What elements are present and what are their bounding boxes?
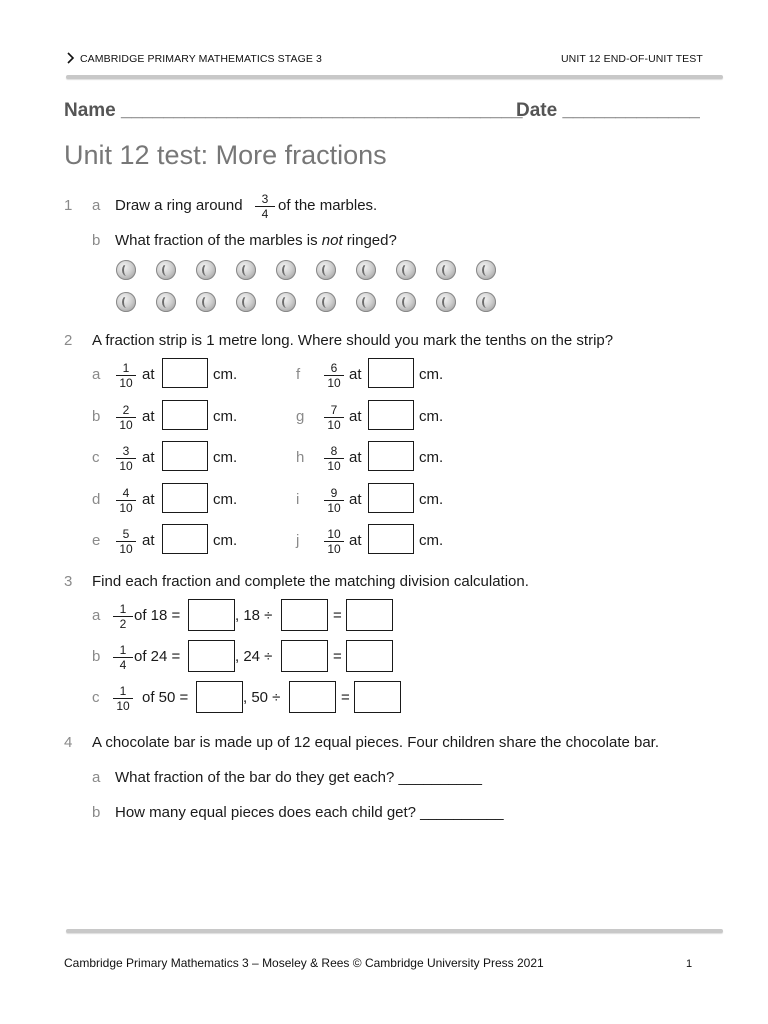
page-number: 1 (686, 958, 693, 970)
question-number-3: 3 (64, 573, 73, 590)
fraction-numerator: 10 (327, 527, 341, 541)
q2-item-label: h (296, 449, 305, 466)
q2-item-label: d (92, 490, 101, 508)
q2-item-label: a (92, 366, 101, 383)
q3-of-text: of 50 = (142, 689, 189, 706)
q2-unit-text: cm. (419, 366, 444, 383)
q1b-text (115, 232, 397, 249)
marble (396, 260, 416, 280)
marble (236, 260, 256, 280)
fraction-denominator: 10 (119, 500, 133, 515)
q3-answer-box-2[interactable] (281, 599, 328, 631)
fraction-denominator: 2 (119, 617, 127, 631)
q4b-label: b (92, 804, 101, 821)
q2-item-fraction (324, 362, 344, 389)
q2-answer-box[interactable] (162, 483, 208, 513)
marble (196, 292, 216, 312)
q1a-label: a (92, 197, 101, 214)
chevron-right-icon (67, 52, 75, 64)
fraction-numerator: 1 (122, 361, 130, 375)
q3-item-label: b (92, 648, 101, 665)
fraction-denominator: 10 (327, 417, 341, 432)
marble (276, 260, 296, 280)
q2-at-text: at (142, 490, 155, 508)
marble (316, 292, 336, 312)
q2-item-fraction (324, 528, 344, 555)
q4a-label: a (92, 769, 101, 786)
marble (436, 292, 456, 312)
q3-answer-box-3[interactable] (354, 681, 401, 713)
q4b-text: How many equal pieces does each child get? __________ (115, 804, 504, 821)
q2-item-fraction (324, 404, 344, 431)
q1b-text-em: not (321, 232, 343, 249)
q2-item-fraction (116, 404, 136, 431)
fraction-denominator: 10 (327, 459, 341, 473)
fraction-numerator: 5 (122, 527, 130, 541)
q1b-label: b (92, 232, 101, 249)
question-number-4: 4 (64, 734, 73, 751)
q3-answer-box-1[interactable] (188, 599, 235, 631)
q2-item-label: g (296, 407, 305, 425)
q3-text: Find each fraction and complete the matching division calculation. (92, 573, 529, 590)
q4-text: A chocolate bar is made up of 12 equal pieces. Four children share the chocolate bar. (92, 734, 660, 751)
fraction-numerator: 2 (122, 402, 130, 417)
fraction-denominator: 10 (116, 699, 130, 713)
marble (276, 292, 296, 312)
fraction-denominator: 10 (327, 376, 341, 390)
q3-div-text: , 24 ÷ (235, 648, 273, 665)
q2-item-fraction (116, 445, 136, 472)
q2-item-label: i (296, 490, 300, 508)
q2-item-fraction (324, 487, 344, 514)
fraction-numerator: 3 (122, 444, 130, 458)
q2-answer-box[interactable] (162, 358, 208, 388)
header-right: UNIT 12 END-OF-UNIT TEST (561, 53, 703, 65)
q2-answer-box[interactable] (368, 358, 414, 388)
page-title: Unit 12 test: More fractions (64, 140, 387, 170)
q3-item-fraction (113, 685, 133, 712)
footer-rule (66, 929, 723, 933)
fraction-numerator: 6 (330, 361, 338, 375)
q3-div-text: , 18 ÷ (235, 607, 273, 624)
footer-credit: Cambridge Primary Mathematics 3 – Moseley & Rees © Cambridge University Press 2021 (64, 956, 544, 970)
marble (356, 292, 376, 312)
fraction-denominator: 10 (119, 459, 133, 473)
marble (476, 292, 496, 312)
q3-eq-text: = (333, 607, 342, 624)
header-left: CAMBRIDGE PRIMARY MATHEMATICS STAGE 3 (80, 53, 322, 65)
fraction-denominator: 10 (327, 500, 341, 515)
date-line: Date _____________ (516, 100, 700, 121)
q2-item-fraction (116, 362, 136, 389)
q4a-text: What fraction of the bar do they get each? __________ (115, 769, 482, 786)
fraction-denominator: 10 (119, 417, 133, 432)
q3-eq-text: = (333, 648, 342, 665)
q2-text: A fraction strip is 1 metre long. Where should you mark the tenths on the strip? (92, 332, 614, 349)
q1a-text: Draw a ring around (115, 197, 243, 214)
q3-item-label: a (92, 607, 101, 624)
fraction-numerator: 7 (330, 402, 338, 417)
q2-unit-text: cm. (213, 449, 238, 466)
q2-answer-box[interactable] (368, 483, 414, 513)
q2-item-fraction (324, 445, 344, 472)
q2-unit-text: cm. (419, 407, 444, 425)
q2-at-text: at (142, 449, 155, 466)
fraction-numerator: 8 (330, 444, 338, 458)
q3-answer-box-2[interactable] (281, 640, 328, 672)
q1b-text-post: ringed? (346, 232, 397, 249)
q2-at-text: at (349, 532, 362, 549)
q2-unit-text: cm. (213, 532, 238, 549)
fraction-numerator: 9 (330, 485, 338, 500)
q3-div-text: , 50 ÷ (243, 689, 281, 706)
q3-answer-box-1[interactable] (196, 681, 243, 713)
marble (316, 260, 336, 280)
marble (116, 260, 136, 280)
marble (236, 292, 256, 312)
fraction-numerator: 4 (122, 485, 130, 500)
q2-item-label: c (92, 449, 100, 466)
q2-item-label: j (296, 532, 300, 549)
marble (396, 292, 416, 312)
marble (156, 292, 176, 312)
q1b-text-pre: What fraction of the marbles is (115, 232, 318, 249)
marble (356, 260, 376, 280)
fraction-denominator: 4 (119, 658, 127, 672)
marble (116, 292, 136, 312)
question-number-1: 1 (64, 197, 73, 214)
fraction-denominator: 10 (327, 542, 341, 556)
q2-answer-box[interactable] (162, 524, 208, 554)
marble (436, 260, 456, 280)
q2-answer-box[interactable] (368, 524, 414, 554)
q2-at-text: at (349, 449, 362, 466)
question-number-2: 2 (64, 332, 73, 349)
q2-item-label: e (92, 532, 101, 549)
fraction-numerator: 1 (119, 684, 127, 698)
q3-of-text: of 18 = (134, 607, 181, 624)
q2-unit-text: cm. (419, 449, 444, 466)
q2-item-fraction (116, 528, 136, 555)
q1a-text-post: of the marbles. (278, 197, 378, 214)
q2-answer-box[interactable] (162, 400, 208, 430)
fraction-denominator: 10 (119, 376, 133, 390)
q2-answer-box[interactable] (368, 441, 414, 471)
q2-item-label: b (92, 407, 101, 425)
q3-eq-text: = (341, 689, 350, 706)
q2-unit-text: cm. (213, 490, 238, 508)
fraction-denominator: 4 (261, 207, 269, 221)
q3-answer-box-2[interactable] (289, 681, 336, 713)
q2-unit-text: cm. (419, 532, 444, 549)
q2-at-text: at (142, 366, 155, 383)
marble (196, 260, 216, 280)
q3-item-fraction (113, 644, 133, 671)
q3-of-text: of 24 = (134, 648, 181, 665)
q3-answer-box-3[interactable] (346, 640, 393, 672)
fraction-numerator: 1 (119, 643, 127, 657)
q3-item-fraction (113, 603, 133, 630)
header-rule (66, 75, 723, 79)
q2-answer-box[interactable] (162, 441, 208, 471)
q2-unit-text: cm. (213, 366, 238, 383)
q2-unit-text: cm. (213, 407, 238, 425)
q2-unit-text: cm. (419, 490, 444, 508)
marble (156, 260, 176, 280)
q3-item-label: c (92, 689, 100, 706)
q1a-fraction (255, 193, 275, 220)
q2-at-text: at (349, 490, 362, 508)
q2-at-text: at (142, 407, 155, 425)
fraction-denominator: 10 (119, 542, 133, 556)
marble (476, 260, 496, 280)
q2-at-text: at (349, 366, 362, 383)
q3-answer-box-1[interactable] (188, 640, 235, 672)
q3-answer-box-3[interactable] (346, 599, 393, 631)
fraction-numerator: 1 (119, 602, 127, 616)
q2-item-fraction (116, 487, 136, 514)
q2-answer-box[interactable] (368, 400, 414, 430)
q2-at-text: at (349, 407, 362, 425)
name-line: Name ______________________________________ (64, 100, 523, 121)
fraction-numerator: 3 (261, 192, 269, 206)
q2-item-label: f (296, 366, 301, 383)
q2-at-text: at (142, 532, 155, 549)
